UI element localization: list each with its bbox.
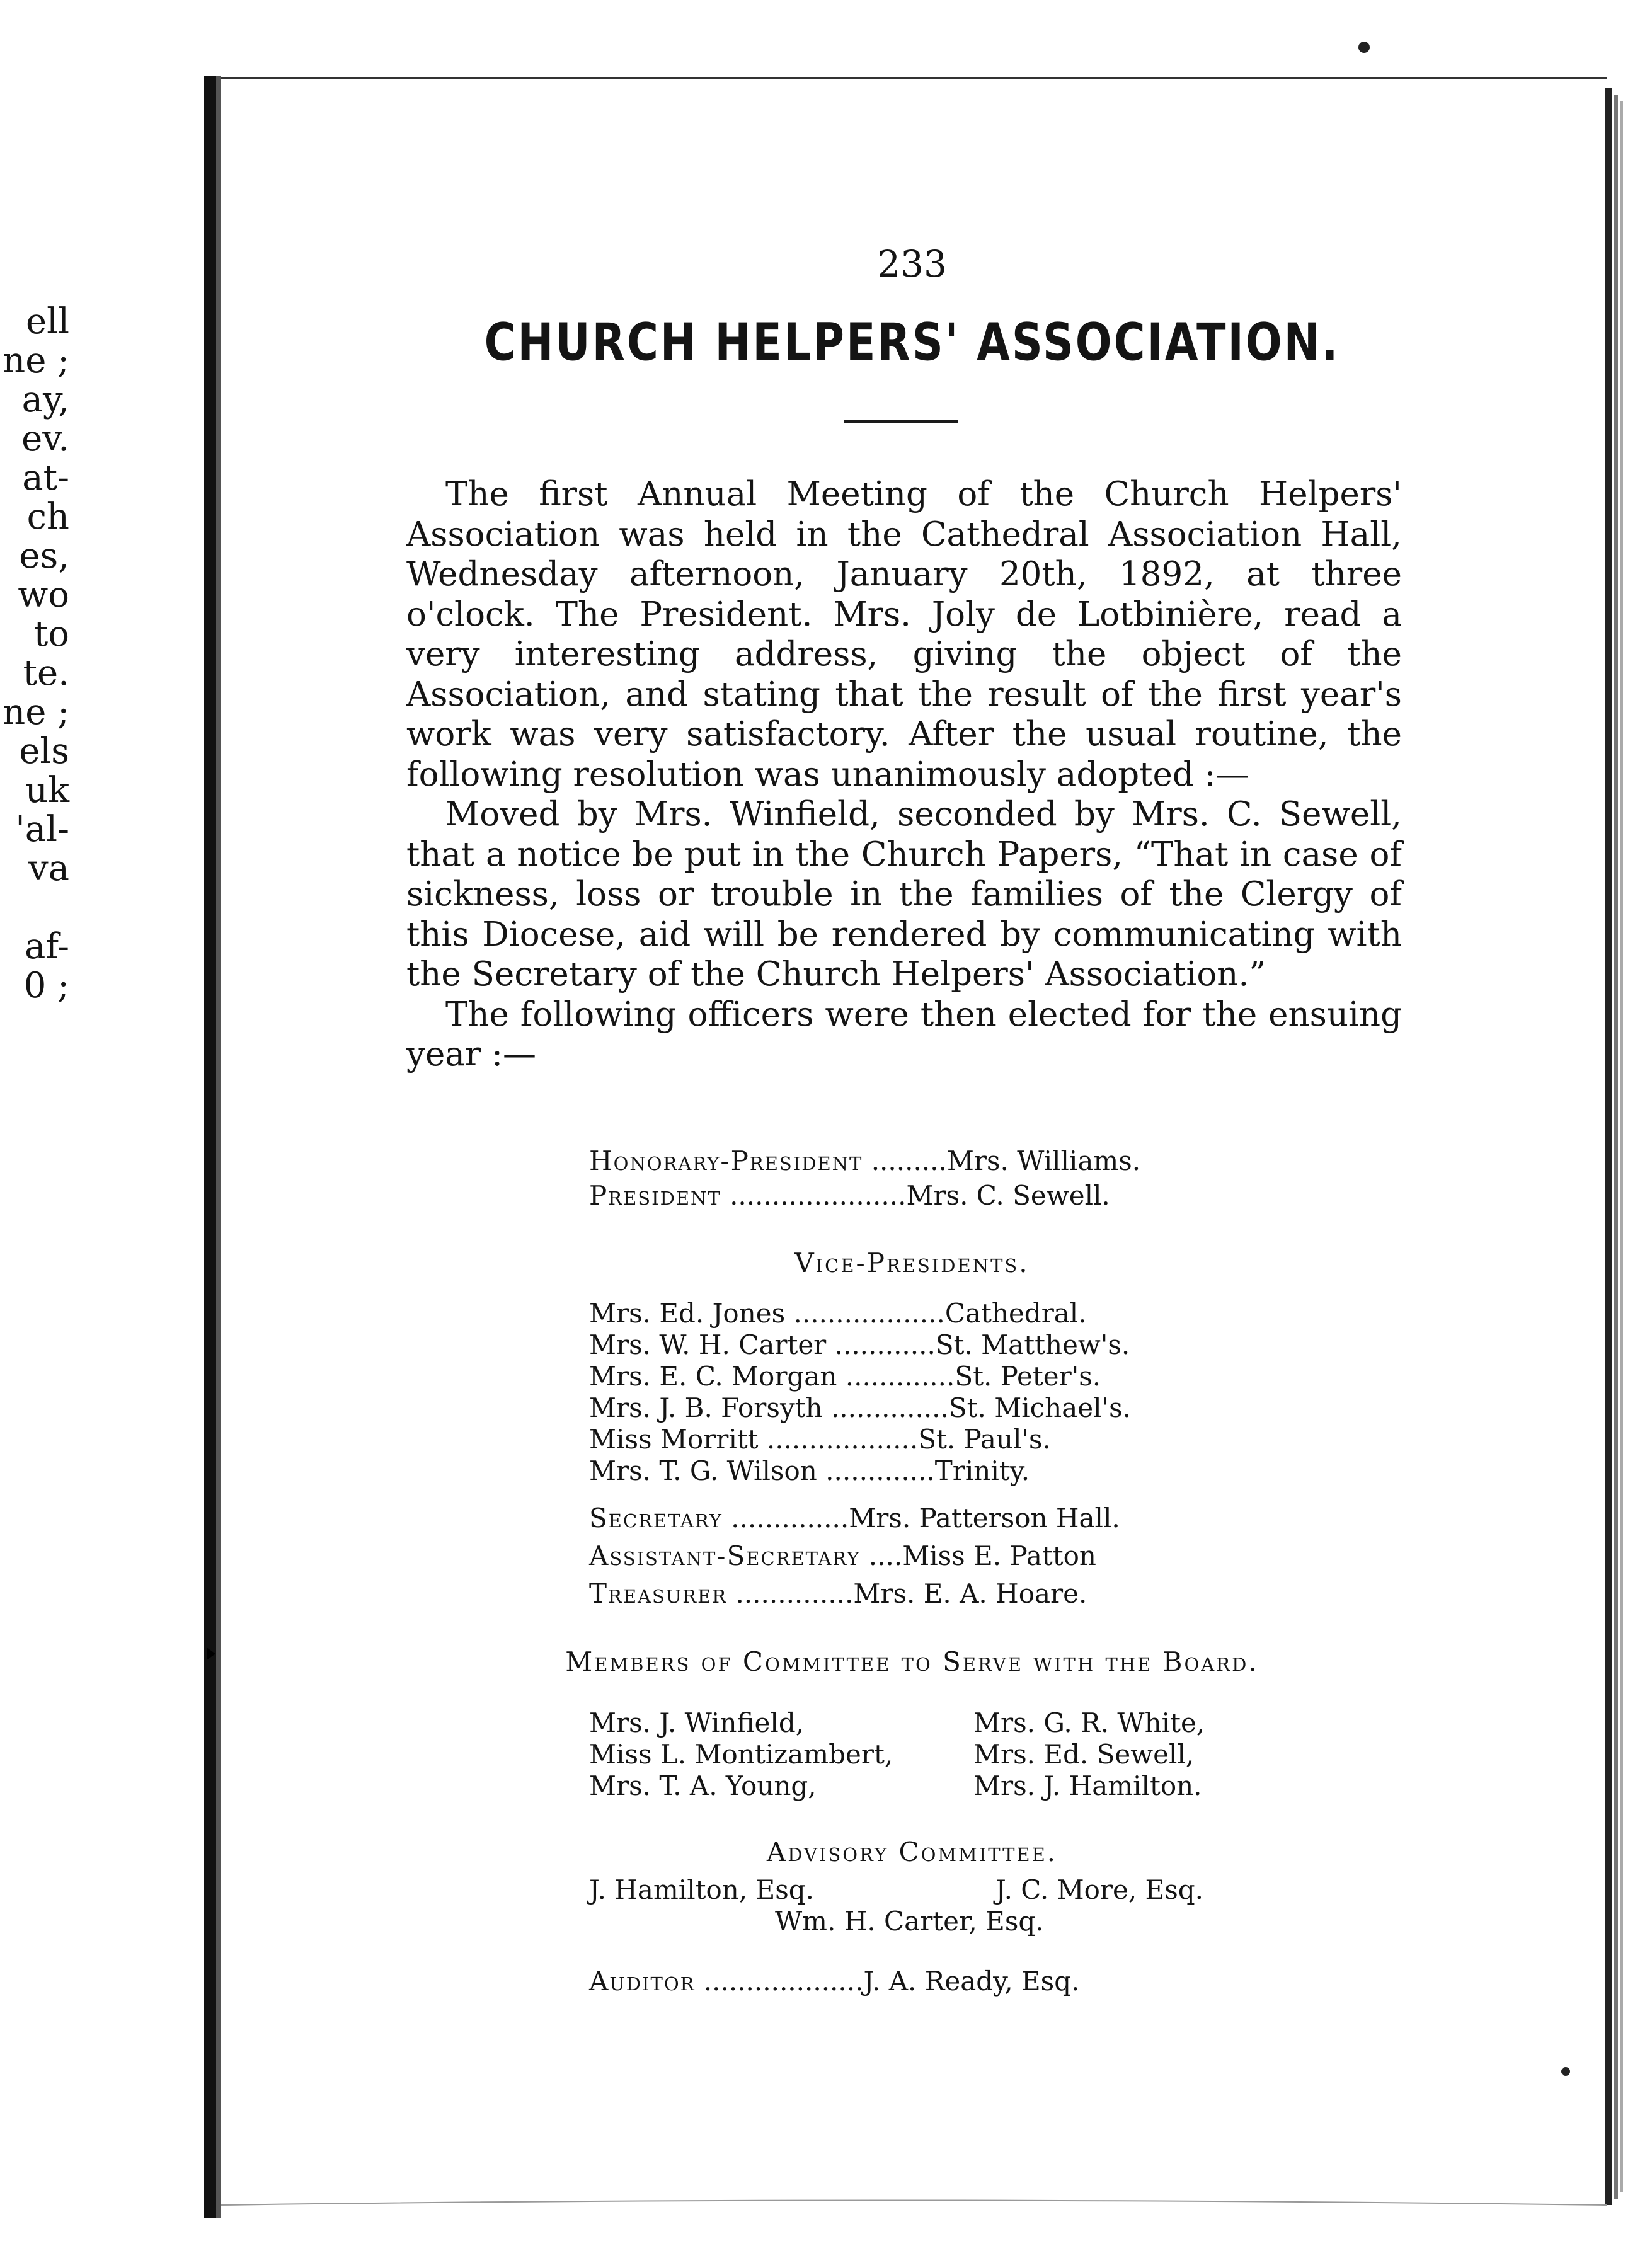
fragment-line: af- [24,926,69,967]
officer-label: Honorary-President [589,1145,863,1176]
title-rule [844,420,958,423]
auditor-name: J. A. Ready, Esq. [863,1966,1080,1997]
fragment-line: te. [23,653,69,694]
paragraph: Moved by Mrs. Winfield, seconded by Mrs. C. Sewell, that a notice be put in the Church Papers, “That in case of sickness, loss or trouble in the families of the Clergy of this Diocese, aid will be rendered by communicating with the Secretary of the Church Helpers' Association.” [406,795,1402,994]
document-page [217,85,1607,2214]
committee-heading: Members of Committee to Serve with the Board. [565,1646,1259,1677]
committee-right-column [973,1707,1205,1802]
fragment-line: els [19,731,69,772]
vp-church: St. Peter's. [955,1361,1101,1392]
vp-row [589,1392,1131,1424]
officer-row [589,1503,1120,1533]
auditor-row [589,1966,1079,1997]
officer-row [589,1578,1087,1609]
vp-church: Trinity. [934,1455,1030,1486]
advisory-member: Wm. H. Carter, Esq. [775,1906,1044,1937]
vp-church: St. Michael's. [948,1392,1132,1423]
officer-name: Mrs. E. A. Hoare. [853,1578,1087,1609]
fragment-line: ne ; [3,340,69,381]
paragraph: The following officers were then elected for the ensuing year :— [406,995,1402,1074]
officer-name: Mrs. C. Sewell. [906,1180,1110,1211]
dot-leader: .................. [758,1424,919,1455]
dot-leader: .... [860,1540,903,1571]
vp-row [589,1361,1131,1392]
vp-row [589,1298,1131,1329]
vp-row [589,1424,1131,1455]
vp-name: Miss Morritt [589,1424,759,1455]
fragment-line: ev. [21,418,69,459]
committee-member: Mrs. T. A. Young, [589,1770,817,1801]
fragment-line: 'al- [15,809,69,850]
fragment-gap [0,888,69,927]
officer-label: Secretary [589,1503,723,1533]
page-number: 233 [877,243,947,285]
fragment-line: es, [19,536,69,576]
vp-church: St. Paul's. [918,1424,1051,1455]
vp-name: Mrs. E. C. Morgan [589,1361,837,1392]
committee-member: Mrs. G. R. White, [973,1707,1205,1738]
committee-member: Miss L. Montizambert, [589,1739,893,1770]
dot-leader: .............. [722,1503,849,1533]
fragment-line: ch [26,496,69,537]
fragment-line: ell [26,301,69,342]
officer-label: Treasurer [589,1578,728,1609]
vp-name: Mrs. Ed. Jones [589,1298,786,1329]
fragment-line: at- [22,457,69,498]
body-text [406,474,1402,1075]
paragraph: The first Annual Meeting of the Church Helpers' Association was held in the Cathedral Association Hall, Wednesday afternoon, January 20th, 1892, at three o'clock. The President. Mrs. Joly de Lotbinière, read a very interesting address, giving the object of the Association, and stating that the result of the first year's work was very satisfactory. After the usual routine, the following resolution was unanimously adopted :— [406,475,1402,794]
officer-name: Mrs. Patterson Hall. [849,1503,1120,1533]
dot-leader: .............. [727,1578,854,1609]
officer-label: Assistant-Secretary [589,1540,861,1571]
officer-name: Mrs. Williams. [946,1145,1141,1176]
fragment-line: wo [18,575,69,616]
officer-row [589,1180,1110,1211]
officer-name: Miss E. Patton [902,1540,1096,1571]
dot-leader: ............. [837,1361,955,1392]
dot-leader: ..................... [721,1180,907,1211]
committee-member: Mrs. J. Hamilton. [973,1770,1202,1801]
auditor-label: Auditor [589,1966,696,1997]
vice-presidents-list [589,1298,1131,1487]
vp-church: Cathedral. [944,1298,1087,1329]
facing-page-fragment [0,302,69,1005]
vp-church: St. Matthew's. [935,1329,1130,1360]
dot-leader: ......... [863,1145,947,1176]
fragment-line: 0 ; [23,965,69,1006]
dot-leader: .............. [822,1392,949,1423]
committee-left-column [589,1707,893,1802]
vp-name: Mrs. J. B. Forsyth [589,1392,823,1423]
fragment-line: va [28,848,69,889]
vp-name: Mrs. T. G. Wilson [589,1455,817,1486]
vp-row [589,1329,1131,1361]
committee-member: Mrs. J. Winfield, [589,1707,805,1738]
fragment-line: to [33,614,69,655]
dot-leader: .................. [785,1298,945,1329]
dot-leader: ............ [826,1329,936,1360]
advisory-member: J. C. More, Esq. [995,1874,1203,1905]
fragment-line: ay, [21,379,69,420]
vp-row [589,1455,1131,1487]
officer-label: President [589,1180,721,1211]
officer-row [589,1145,1140,1176]
advisory-heading: Advisory Committee. [766,1836,1058,1867]
fragment-line: uk [25,770,69,811]
vp-name: Mrs. W. H. Carter [589,1329,827,1360]
advisory-member: J. Hamilton, Esq. [589,1874,814,1905]
officer-row [589,1540,1096,1571]
committee-member: Mrs. Ed. Sewell, [973,1739,1195,1770]
dot-leader: ................... [695,1966,864,1997]
page-title: CHURCH HELPERS' ASSOCIATION. [484,313,1340,373]
dot-leader: ............. [817,1455,935,1486]
vice-presidents-heading: Vice-Presidents. [794,1247,1030,1278]
fragment-line: ne ; [3,692,69,733]
